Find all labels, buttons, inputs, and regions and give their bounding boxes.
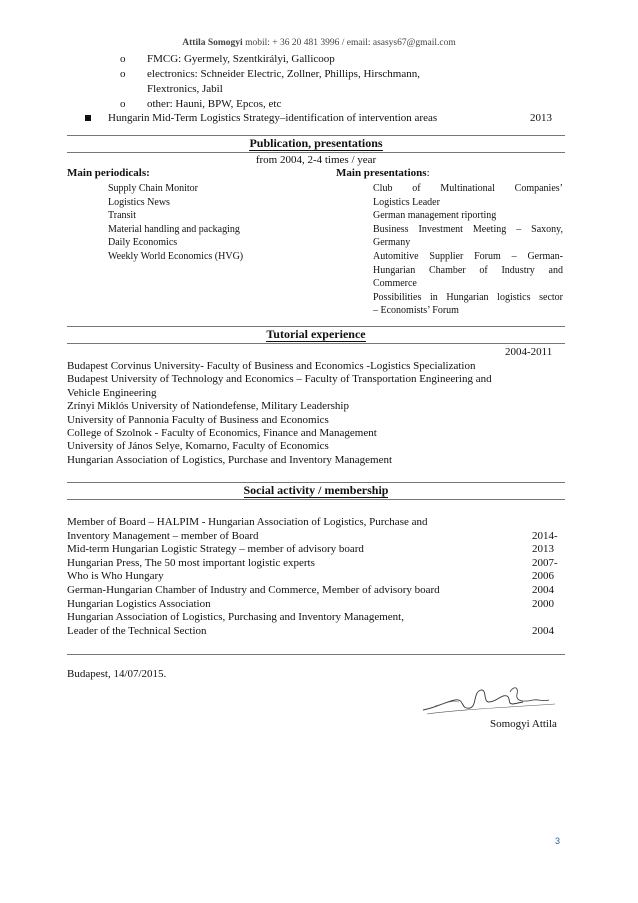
social-row-year: 2014- (532, 529, 558, 542)
list-item: Budapest Corvinus University- Faculty of Business and Economics -Logistics Specialization (67, 360, 476, 372)
social-row-year: 2004 (532, 624, 554, 637)
presentations-label-colon: : (426, 167, 430, 179)
periodicals-label: Main periodicals: (67, 167, 150, 179)
header-contact: mobil: + 36 20 481 3996 / email: asasys67@gmail.com (242, 38, 456, 48)
circle-bullet-icon: o (120, 53, 126, 65)
social-row-text: Member of Board – HALPIM - Hungarian Association of Logistics, Purchase and (67, 516, 428, 528)
list-item: University of János Selye, Komarno, Faculty of Economics (67, 440, 329, 453)
social-row-year: 2007- (532, 556, 558, 569)
list-item-text: Flextronics, Jabil (147, 83, 223, 95)
social-row-year: 2004 (532, 583, 554, 596)
tutorial-title: Tutorial experience (266, 327, 366, 341)
presentations-label-wrap (336, 167, 430, 179)
signature-name: Somogyi Attila (490, 718, 557, 730)
list-item: Possibilities in Hungarian logistics sector (373, 291, 563, 303)
list-item: Daily Economics (108, 237, 178, 249)
signature-scribble-icon (415, 680, 565, 720)
social-row (67, 611, 565, 625)
social-row (67, 516, 565, 530)
publication-frequency: from 2004, 2-4 times / year (255, 154, 377, 166)
social-row-year: 2006 (532, 570, 554, 583)
square-bullet-icon (85, 115, 91, 121)
list-item-text: FMCG: Gyermely, Szentkirályi, Gallicoop (147, 53, 335, 65)
page-number: 3 (555, 836, 561, 846)
list-item: Supply Chain Monitor (108, 183, 199, 194)
presentations-list (373, 182, 563, 318)
list-item: Weekly World Economics (HVG) (108, 250, 244, 262)
bullet-item-text: Hungarin Mid-Term Logistics Strategy–identification of intervention areas (108, 112, 438, 124)
list-item: College of Szolnok - Faculty of Economics, Finance and Management (67, 427, 377, 440)
social-row-text: Hungarian Press, The 50 most important logistic experts (67, 556, 315, 569)
social-row (67, 570, 565, 584)
list-item: Hungarian Association of Logistics, Purchase and Inventory Management (67, 453, 393, 466)
circle-bullet-icon: o (120, 68, 126, 80)
social-row-text: Leader of the Technical Section (67, 624, 207, 637)
list-item: Material handling and packaging (108, 223, 240, 235)
list-item-text: electronics: Schneider Electric, Zollner, Phillips, Hirschmann, (147, 68, 420, 80)
bullet-item-year: 2013 (530, 112, 552, 124)
social-row (67, 543, 565, 557)
social-row (67, 584, 565, 598)
tutorial-list (67, 360, 492, 467)
social-row (67, 625, 565, 639)
list-item: Vehicle Engineering (67, 386, 157, 399)
circle-bullet-icon: o (120, 98, 126, 110)
closing-divider (67, 654, 565, 655)
periodicals-list (108, 182, 243, 264)
list-item: Commerce (373, 278, 417, 290)
place-date: Budapest, 14/07/2015. (67, 668, 167, 680)
social-row-year: 2000 (532, 597, 554, 610)
social-row-text: Hungarian Logistics Association (67, 597, 211, 610)
social-row-text: German-Hungarian Chamber of Industry and Commerce, Member of advisory board (67, 583, 440, 596)
social-title: Social activity / membership (243, 483, 389, 497)
social-row-text: Inventory Management – member of Board (67, 529, 259, 542)
list-item: Zrínyi Miklós University of Nationdefense, Military Leadership (67, 400, 349, 413)
social-list (67, 516, 565, 638)
list-item: Germany (373, 237, 411, 249)
social-row (67, 598, 565, 612)
list-item: Hungarian Chamber of Industry and (373, 264, 563, 276)
list-item: Business Investment Meeting – Saxony, (373, 223, 563, 235)
list-item: University of Pannonia Faculty of Business and Economics (67, 413, 329, 426)
list-item: Club of Multinational Companies’ (373, 183, 563, 194)
social-row-year: 2013 (532, 543, 554, 556)
header-name: Attila Somogyi (182, 38, 243, 48)
presentations-label: Main presentations (336, 167, 427, 179)
list-item: Transit (108, 210, 136, 222)
page-header (0, 38, 638, 48)
list-item: Automitive Supplier Forum – German- (373, 250, 563, 262)
social-row (67, 530, 565, 544)
social-row-text: Who is Who Hungary (67, 570, 164, 583)
tutorial-period: 2004-2011 (505, 346, 553, 358)
publication-title: Publication, presentations (249, 136, 383, 150)
social-row-text: Mid-term Hungarian Logistic Strategy – member of advisory board (67, 543, 364, 556)
social-row (67, 557, 565, 571)
list-item: Logistics Leader (373, 196, 440, 208)
list-item: Budapest University of Technology and Economics – Faculty of Transportation Engineering and (67, 373, 492, 386)
list-item: German management riporting (373, 210, 497, 222)
list-item-text: other: Hauni, BPW, Epcos, etc (147, 98, 282, 110)
social-row-text: Hungarian Association of Logistics, Purchasing and Inventory Management, (67, 611, 404, 624)
list-item: – Economists’ Forum (373, 305, 459, 317)
list-item: Logistics News (108, 196, 170, 208)
